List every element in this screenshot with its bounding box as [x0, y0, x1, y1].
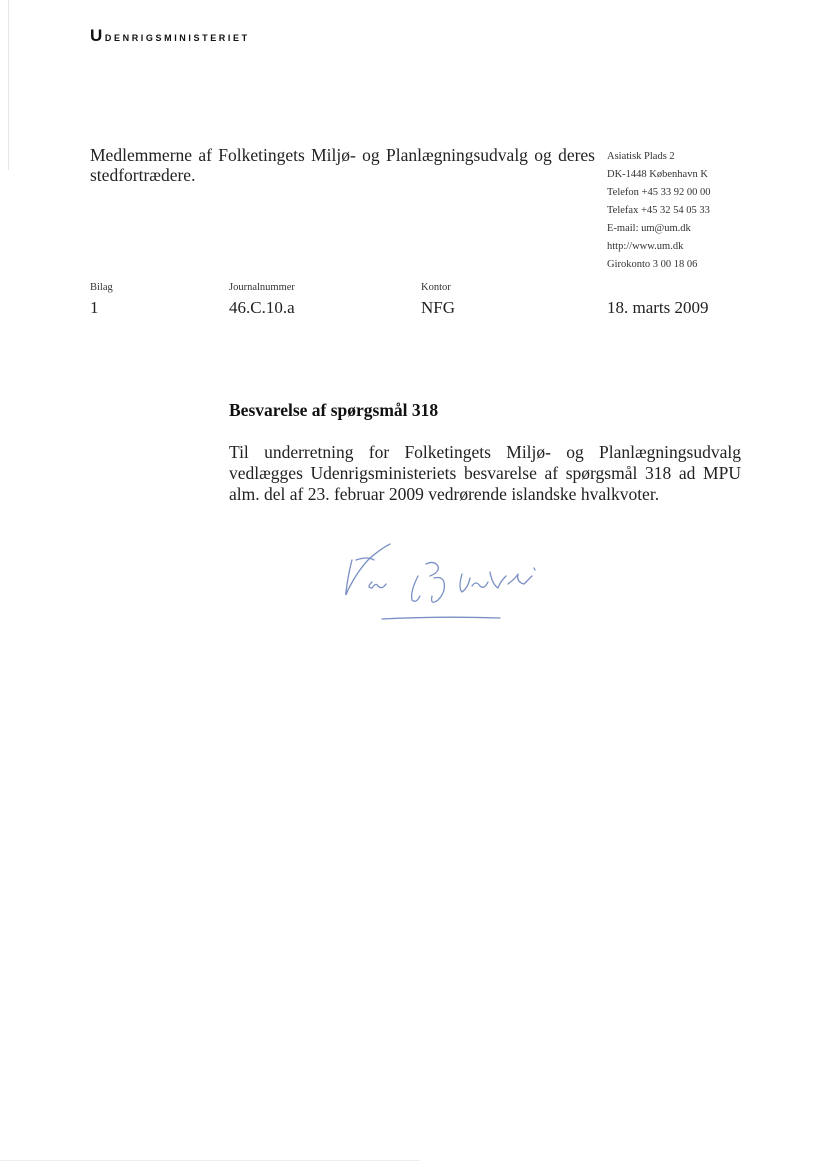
address-fax: Telefax +45 32 54 05 33: [607, 205, 710, 216]
address-giro: Girokonto 3 00 18 06: [607, 259, 698, 270]
signature-stroke: [534, 568, 535, 570]
handwritten-signature: [330, 530, 550, 630]
kontor-label: Kontor: [421, 282, 451, 293]
letter-subject: Besvarelse af spørgsmål 318: [229, 400, 439, 420]
signature-stroke: [472, 582, 488, 587]
bilag-value: 1: [90, 298, 99, 317]
signature-stroke: [432, 578, 445, 603]
address-email: E-mail: um@um.dk: [607, 223, 691, 234]
letter-date: 18. marts 2009: [607, 298, 709, 317]
signature-stroke: [356, 558, 374, 560]
letterhead-initial: U: [90, 26, 105, 45]
address-street: Asiatisk Plads 2: [607, 151, 675, 162]
signature-stroke: [490, 572, 506, 588]
address-phone: Telefon +45 33 92 00 00: [607, 187, 711, 198]
letter-body: Til underretning for Folketingets Miljø- og Planlægningsudvalg vedlægges Udenrigsministeriets besvarelse af spørgsmål 318 ad MPU alm. del af 23. februar 2009 vedrørende islandske hvalkvoter.: [229, 442, 741, 504]
kontor-value: NFG: [421, 298, 456, 317]
signature-stroke: [426, 562, 438, 576]
recipient-address: Medlemmerne af Folketingets Miljø- og Planlægningsudvalg og deres stedfortrædere.: [90, 145, 595, 185]
sender-address-block: [607, 148, 710, 274]
signature-stroke: [508, 574, 532, 584]
scan-edge-line: [8, 0, 9, 170]
address-city: DK-1448 København K: [607, 169, 708, 180]
scan-bottom-line: [0, 1160, 420, 1161]
bilag-label: Bilag: [90, 282, 113, 293]
signature-stroke: [369, 582, 386, 588]
journal-value: 46.C.10.a: [229, 298, 295, 317]
signature-underline: [382, 617, 500, 619]
signature-stroke: [460, 574, 470, 592]
letterhead-rest: denrigsministeriet: [104, 29, 250, 44]
journal-label: Journalnummer: [229, 282, 295, 293]
signature-stroke: [412, 576, 420, 601]
letterhead-ministry-name: [90, 26, 250, 46]
address-web: http://www.um.dk: [607, 241, 684, 252]
